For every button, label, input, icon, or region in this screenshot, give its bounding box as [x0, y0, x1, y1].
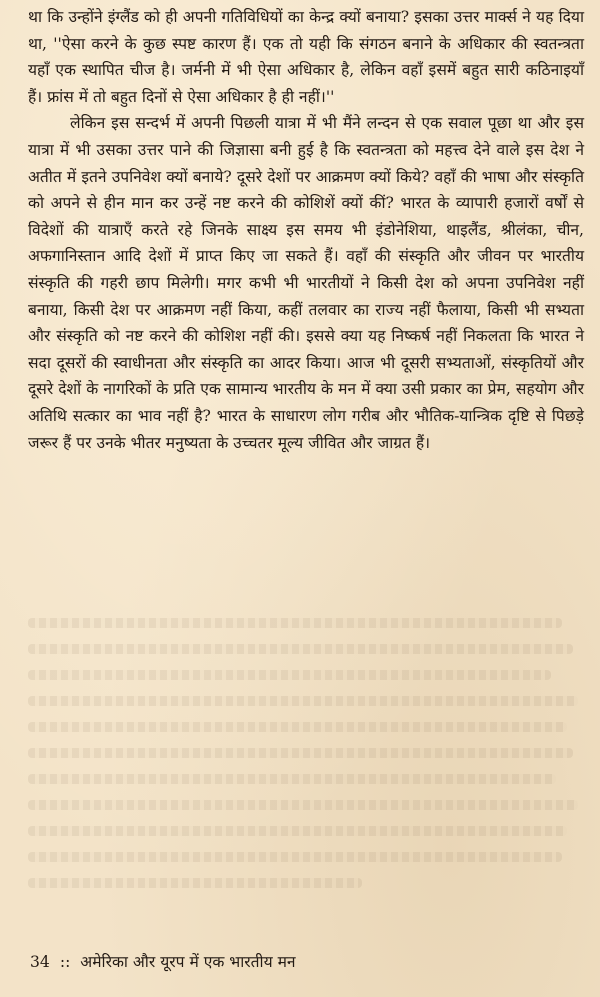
footer-separator: :: — [59, 953, 71, 971]
book-title: अमेरिका और यूरप में एक भारतीय मन — [80, 953, 296, 971]
body-text — [28, 4, 584, 456]
page-footer — [30, 950, 296, 974]
paragraph-2: लेकिन इस सन्दर्भ में अपनी पिछली यात्रा में भी मैंने लन्दन से एक सवाल पूछा था और इस यात्रा में भी उसका उत्तर पाने की जिज्ञासा बनी हुई है कि स्वतन्त्रता को महत्त्व देने वाले इस देश ने अतीत में इतने उपनिवेश क्यों बनाये? दूसरे देशों पर आक्रमण क्यों किये? वहाँ की भाषा और संस्कृति को अपने से हीन मान कर उन्हें नष्ट करने की कोशिशें क्यों कीं? भारत के व्यापारी हजारों वर्षों से विदेशों की यात्राएँ करते रहे जिनके साक्ष्य इस समय भी इंडोनेशिया, थाइलैंड, श्रीलंका, चीन, अफगानिस्तान आदि देशों में प्राप्त किए जा सकते हैं। वहाँ की संस्कृति और जीवन पर भारतीय संस्कृति की गहरी छाप मिलेगी। मगर कभी भी भारतीयों ने किसी देश को अपना उपनिवेश नहीं बनाया, किसी देश पर आक्रमण नहीं किया, कहीं तलवार का राज्य नहीं फैलाया, किसी भी सभ्यता और संस्कृति को नष्ट करने की कोशिश नहीं की। इससे क्या यह निष्कर्ष नहीं निकलता कि भारत ने सदा दूसरों की स्वाधीनता और संस्कृति का आदर किया। आज भी दूसरी सभ्यताओं, संस्कृतियों और दूसरे देशों के नागरिकों के प्रति एक सामान्य भारतीय के मन में क्या उसी प्रकार का प्रेम, सहयोग और अतिथि सत्कार का भाव नहीं है? भारत के साधारण लोग गरीब और भौतिक-यान्त्रिक दृष्टि से पिछड़े जरूर हैं पर उनके भीतर मनुष्यता के उच्चतर मूल्य जीवित और जाग्रत हैं। — [28, 114, 584, 452]
page-number: 34 — [30, 953, 50, 971]
paragraph-1: था कि उन्होंने इंग्लैंड को ही अपनी गतिविधियों का केन्द्र क्यों बनाया? इसका उत्तर मार्क्स ने यह दिया था, ''ऐसा करने के कुछ स्पष्ट कारण हैं। एक तो यही कि संगठन बनाने के अधिकार की स्वतन्त्रता यहाँ एक स्थापित चीज है। जर्मनी में भी ऐसा अधिकार है, लेकिन वहाँ इसमें बहुत सारी कठिनाइयाँ हैं। फ्रांस में तो बहुत दिनों से ऐसा अधिकार है ही नहीं।'' — [28, 8, 584, 106]
show-through-text — [28, 612, 584, 897]
